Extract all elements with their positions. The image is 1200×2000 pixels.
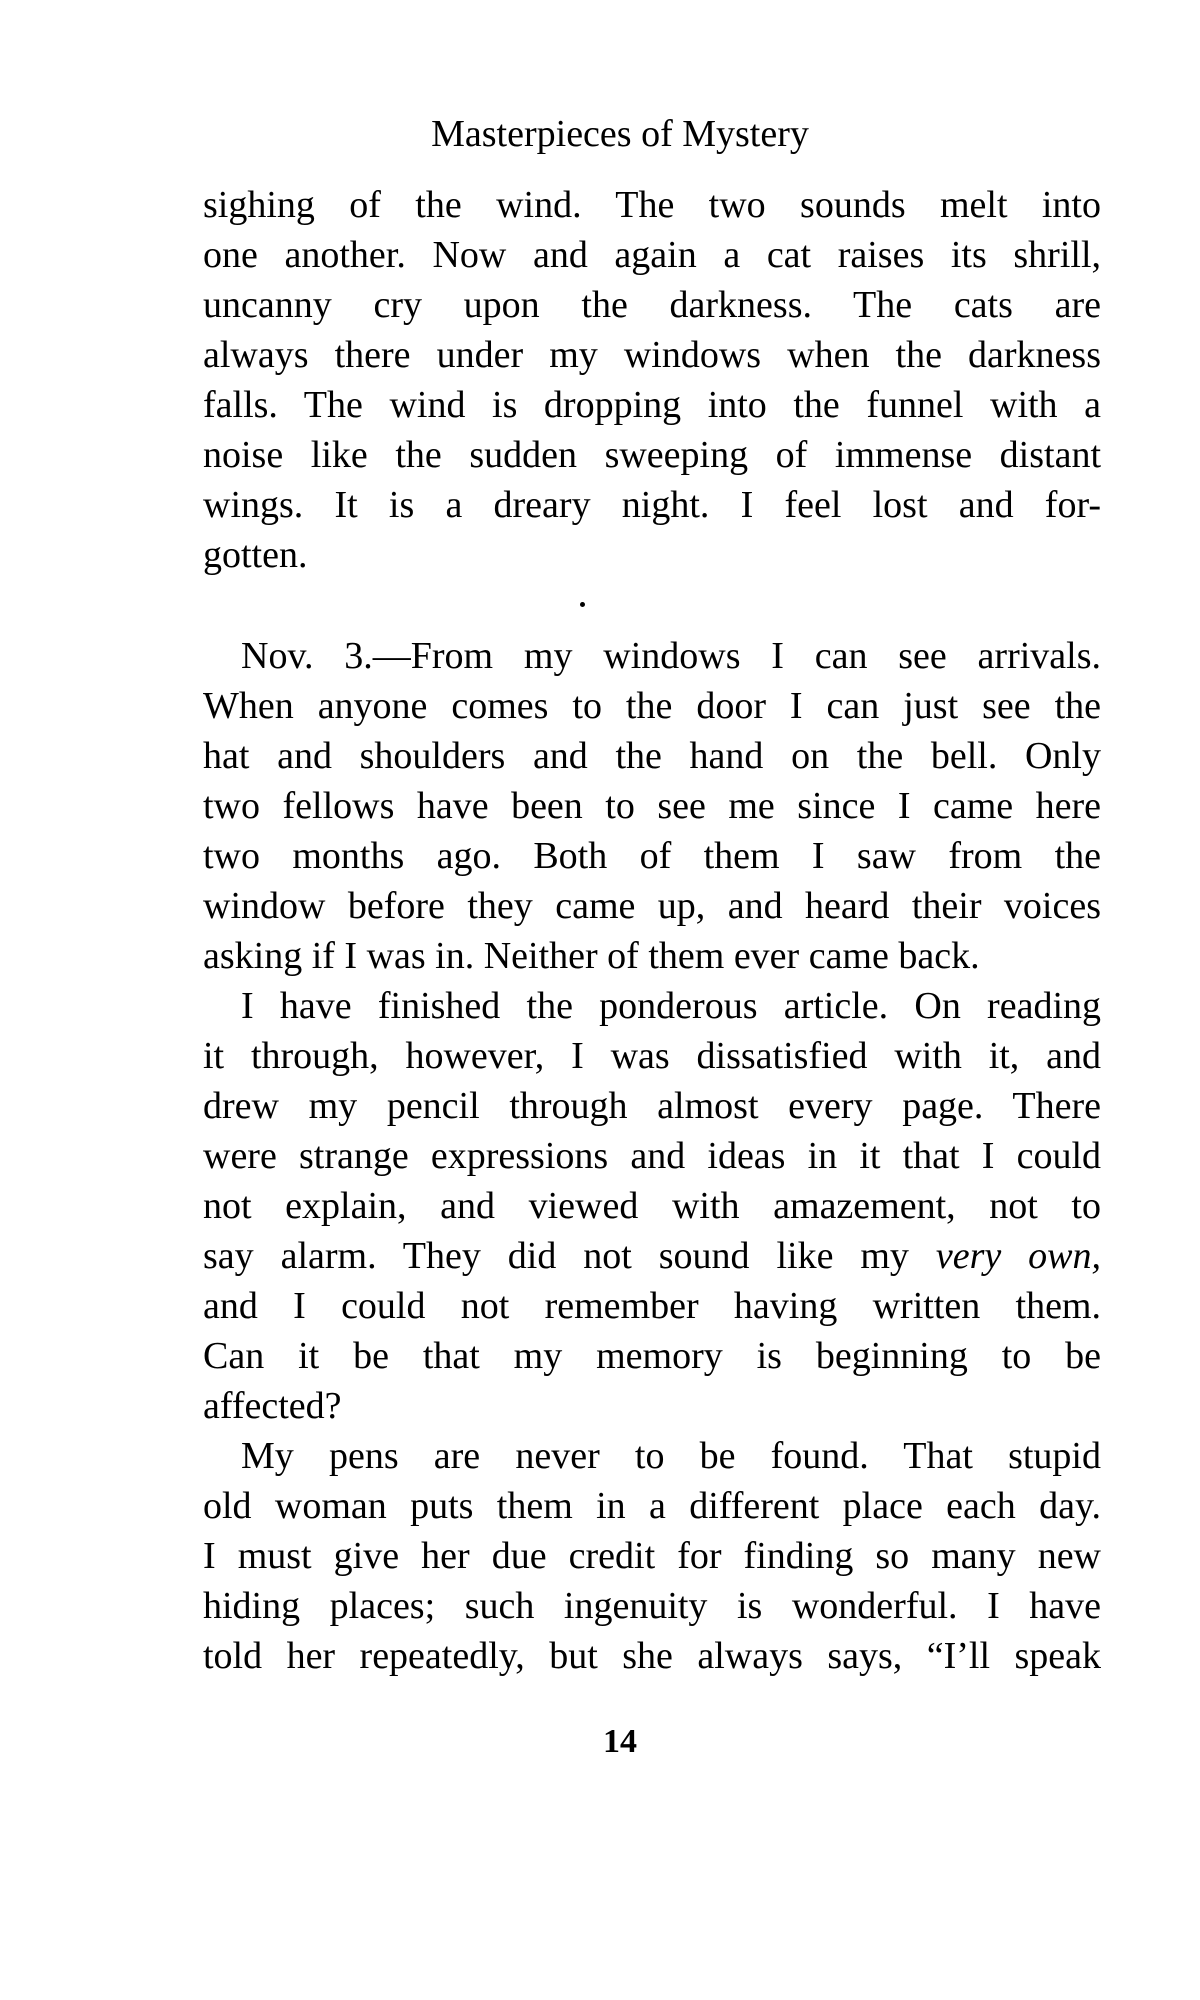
text-line: told her repeatedly, but she always says, “I’ll speak [203,1635,1101,1677]
paragraph [203,981,1101,1431]
section-break-dot [580,602,585,607]
text-line: one another. Now and again a cat raises its shrill, [203,234,1101,276]
text-line: Nov. 3.—From my windows I can see arrivals. [241,635,1101,677]
text-line: sighing of the wind. The two sounds melt into [203,184,1101,226]
text-line: hiding places; such ingenuity is wonderful. I have [203,1585,1101,1627]
text-line: My pens are never to be found. That stupid [241,1435,1101,1477]
text-line: asking if I was in. Neither of them ever came back. [203,935,980,977]
text-line: affected? [203,1385,342,1427]
running-head: Masterpieces of Mystery [431,113,809,155]
text-line: it through, however, I was dissatisfied with it, and [203,1035,1101,1077]
text-line: drew my pencil through almost every page. There [203,1085,1101,1127]
text-line: always there under my windows when the darkness [203,334,1101,376]
text-line: uncanny cry upon the darkness. The cats are [203,284,1101,326]
text-line: old woman puts them in a different place each day. [203,1485,1101,1527]
text-line: wings. It is a dreary night. I feel lost and for- [203,484,1101,526]
text-line: When anyone comes to the door I can just see the [203,685,1101,727]
page-number: 14 [603,1723,637,1760]
text-line: Can it be that my memory is beginning to be [203,1335,1101,1377]
text-line: two fellows have been to see me since I came here [203,785,1101,827]
paragraph [203,180,1101,580]
emphasis-text: very own, [935,1235,1101,1277]
text-line-with-emphasis [203,1231,1101,1281]
text-line: were strange expressions and ideas in it that I could [203,1135,1101,1177]
text-line: noise like the sudden sweeping of immense distant [203,434,1101,476]
paragraph [203,631,1101,981]
text-line: I have finished the ponderous article. On reading [241,985,1101,1027]
text-line: window before they came up, and heard their voices [203,885,1101,927]
text-line: I must give her due credit for finding so many new [203,1535,1101,1577]
text-block-top [203,180,1101,580]
text-line: falls. The wind is dropping into the funnel with a [203,384,1101,426]
text-block-main [203,631,1101,1681]
text-line: and I could not remember having written them. [203,1285,1101,1327]
text-line: gotten. [203,534,308,576]
text-line-start: say alarm. They did not sound like my [203,1235,936,1277]
text-line: hat and shoulders and the hand on the bell. Only [203,735,1101,777]
text-line: not explain, and viewed with amazement, not to [203,1185,1101,1227]
paragraph [203,1431,1101,1681]
text-line: two months ago. Both of them I saw from the [203,835,1101,877]
